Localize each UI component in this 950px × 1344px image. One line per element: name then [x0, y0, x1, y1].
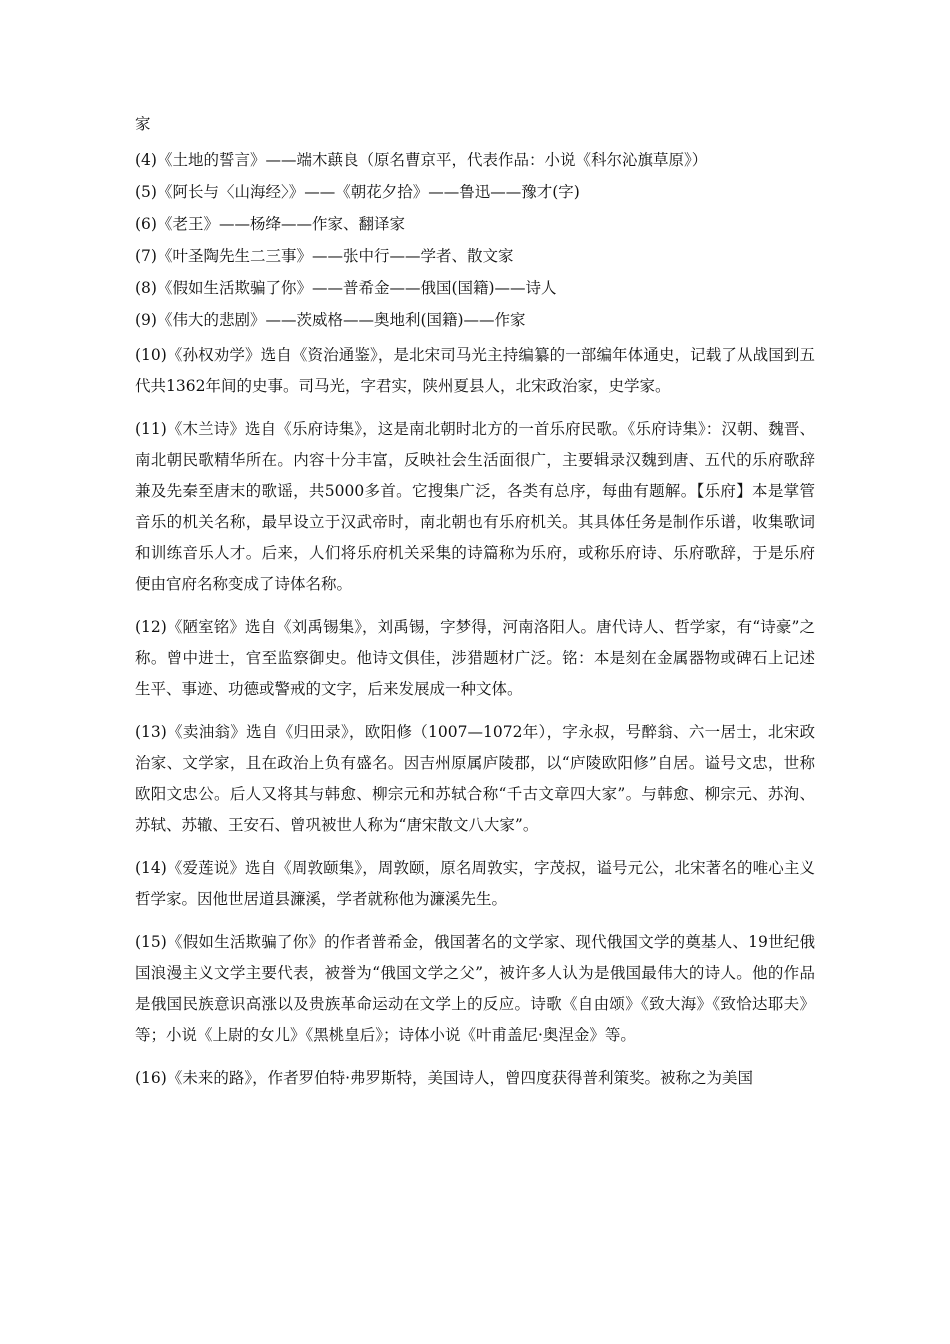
list-item: (5)《阿长与〈山海经〉》——《朝花夕拾》——鲁迅——豫才(字): [135, 183, 580, 201]
paragraph: [135, 340, 815, 402]
paragraph-text: (10)《孙权劝学》选自《资治通鉴》，是北宋司马光主持编纂的一部编年体通史，记载了从战国到五代共1362年间的史事。司马光，字君实，陕州夏县人，北宋政治家，史学家。: [135, 346, 815, 395]
paragraph-text: (15)《假如生活欺骗了你》的作者普希金，俄国著名的文学家、现代俄国文学的奠基人、19世纪俄国浪漫主义文学主要代表，被誉为“俄国文学之父”，被许多人认为是俄国最伟大的诗人。他的作品是俄国民族意识高涨以及贵族革命运动在文学上的反应。诗歌《自由颂》《致大海》《致恰达耶夫》等；小说《上尉的女儿》《黑桃皇后》；诗体小说《叶甫盖尼·奥涅金》等。: [135, 933, 815, 1044]
paragraph-text: (14)《爱莲说》选自《周敦颐集》，周敦颐，原名周敦实，字茂叔，谥号元公，北宋著名的唯心主义哲学家。因他世居道县濂溪，学者就称他为濂溪先生。: [135, 859, 815, 908]
continuation-text: 家: [135, 115, 151, 133]
list-item: (8)《假如生活欺骗了你》——普希金——俄国(国籍)——诗人: [135, 279, 557, 297]
paragraph: [135, 927, 815, 1051]
paragraph-text: (16)《未来的路》，作者罗伯特·弗罗斯特，美国诗人，曾四度获得普利策奖。被称之为美国: [135, 1069, 753, 1087]
paragraph: [135, 414, 815, 600]
paragraph: [135, 853, 815, 915]
paragraph: [135, 717, 815, 841]
paragraph: [135, 1063, 815, 1094]
paragraph: [135, 612, 815, 705]
list-item: (4)《土地的誓言》——端木蕻良（原名曹京平，代表作品：小说《科尔沁旗草原》）: [135, 151, 708, 169]
list-item: (6)《老王》——杨绛——作家、翻译家: [135, 215, 405, 233]
list-item: (7)《叶圣陶先生二三事》——张中行——学者、散文家: [135, 247, 514, 265]
paragraph-text: (11)《木兰诗》选自《乐府诗集》，这是南北朝时北方的一首乐府民歌。《乐府诗集》：汉朝、魏晋、南北朝民歌精华所在。内容十分丰富，反映社会生活面很广，主要辑录汉魏到唐、五代的乐府歌辞兼及先秦至唐末的歌谣，共5000多首。它搜集广泛，各类有总序，每曲有题解。【乐府】本是掌管音乐的机关名称，最早设立于汉武帝时，南北朝也有乐府机关。其具体任务是制作乐谱，收集歌词和训练音乐人才。后来，人们将乐府机关采集的诗篇称为乐府，或称乐府诗、乐府歌辞，于是乐府便由官府名称变成了诗体名称。: [135, 420, 815, 593]
list-item: (9)《伟大的悲剧》——茨威格——奥地利(国籍)——作家: [135, 311, 526, 329]
document-body: [135, 112, 815, 1106]
paragraph-text: (12)《陋室铭》选自《刘禹锡集》，刘禹锡，字梦得，河南洛阳人。唐代诗人、哲学家，有“诗豪”之称。曾中进士，官至监察御史。他诗文俱佳，涉猎题材广泛。铭：本是刻在金属器物或碑石上记述生平、事迹、功德或警戒的文字，后来发展成一种文体。: [135, 618, 815, 698]
paragraph-text: (13)《卖油翁》选自《归田录》，欧阳修（1007—1072年），字永叔，号醉翁、六一居士，北宋政治家、文学家，且在政治上负有盛名。因吉州原属庐陵郡，以“庐陵欧阳修”自居。谥号文忠，世称欧阳文忠公。后人又将其与韩愈、柳宗元和苏轼合称“千古文章四大家”。与韩愈、柳宗元、苏洵、苏轼、苏辙、王安石、曾巩被世人称为“唐宋散文八大家”。: [135, 723, 815, 834]
